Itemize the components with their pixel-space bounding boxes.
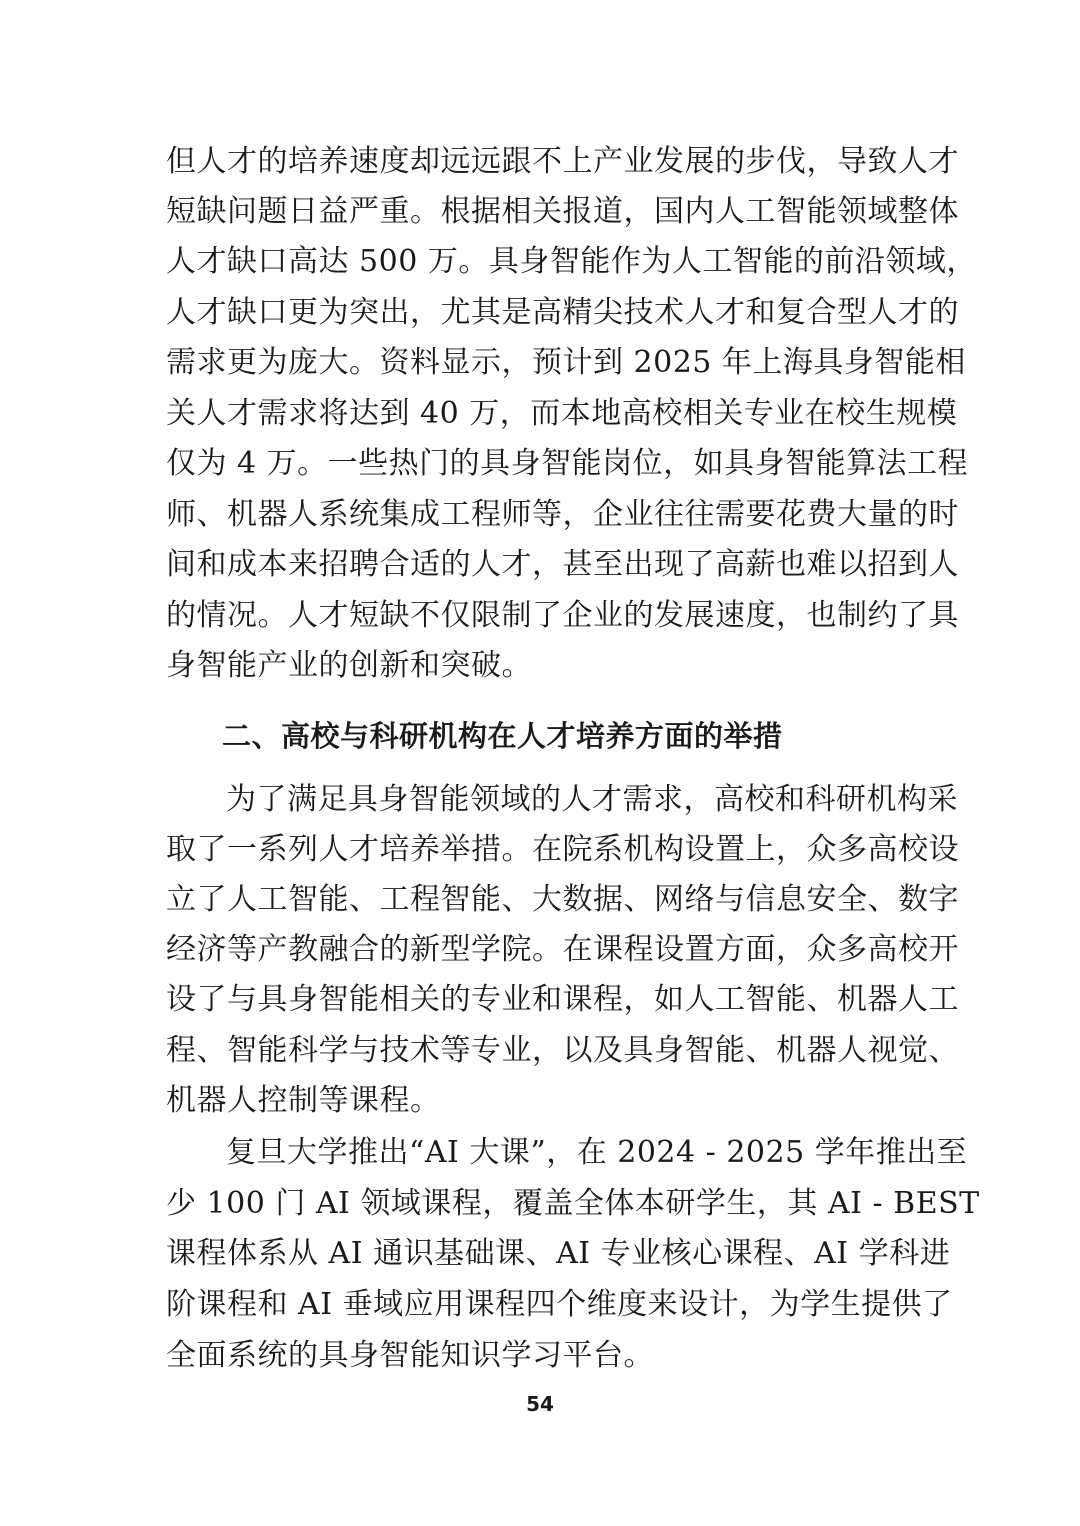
section-heading: 二、高校与科研机构在人才培养方面的举措 [222, 719, 783, 753]
text-line: 阶课程和 AI 垂域应用课程四个维度来设计，为学生提供了 [166, 1287, 953, 1322]
text-line: 经济等产教融合的新型学院。在课程设置方面，众多高校开 [166, 932, 959, 967]
text-line: 机器人控制等课程。 [166, 1083, 441, 1118]
text-line: 设了与具身智能相关的专业和课程，如人工智能、机器人工 [166, 982, 959, 1017]
text-line: 需求更为庞大。资料显示，预计到 2025 年上海具身智能相 [166, 345, 966, 380]
text-line: 仅为 4 万。一些热门的具身智能岗位，如具身智能算法工程 [166, 446, 969, 481]
text-line: 身智能产业的创新和突破。 [166, 648, 532, 683]
text-line: 人才缺口更为突出，尤其是高精尖技术人才和复合型人才的 [166, 295, 959, 330]
text-line: 为了满足具身智能领域的人才需求，高校和科研机构采 [226, 782, 958, 817]
text-line: 复旦大学推出“AI 大课”，在 2024 - 2025 学年推出至 [226, 1135, 968, 1170]
text-line: 取了一系列人才培养举措。在院系机构设置上，众多高校设 [166, 832, 959, 867]
text-line: 课程体系从 AI 通识基础课、AI 专业核心课程、AI 学科进 [166, 1236, 951, 1271]
text-line: 间和成本来招聘合适的人才，甚至出现了高薪也难以招到人 [166, 547, 959, 582]
text-line: 人才缺口高达 500 万。具身智能作为人工智能的前沿领域， [166, 244, 977, 279]
text-line: 的情况。人才短缺不仅限制了企业的发展速度，也制约了具 [166, 598, 959, 633]
text-line: 立了人工智能、工程智能、大数据、网络与信息安全、数字 [166, 882, 959, 917]
text-line: 少 100 门 AI 领域课程，覆盖全体本研学生，其 AI - BEST [166, 1186, 980, 1221]
text-line: 程、智能科学与技术等专业，以及具身智能、机器人视觉、 [166, 1033, 959, 1068]
text-line: 关人才需求将达到 40 万，而本地高校相关专业在校生规模 [166, 396, 958, 431]
page-number: 54 [526, 1392, 554, 1416]
text-line: 全面系统的具身智能知识学习平台。 [166, 1338, 654, 1373]
text-line: 但人才的培养速度却远远跟不上产业发展的步伐，导致人才 [166, 144, 959, 179]
text-line: 短缺问题日益严重。根据相关报道，国内人工智能领域整体 [166, 194, 959, 229]
text-line: 师、机器人系统集成工程师等，企业往往需要花费大量的时 [166, 497, 959, 532]
